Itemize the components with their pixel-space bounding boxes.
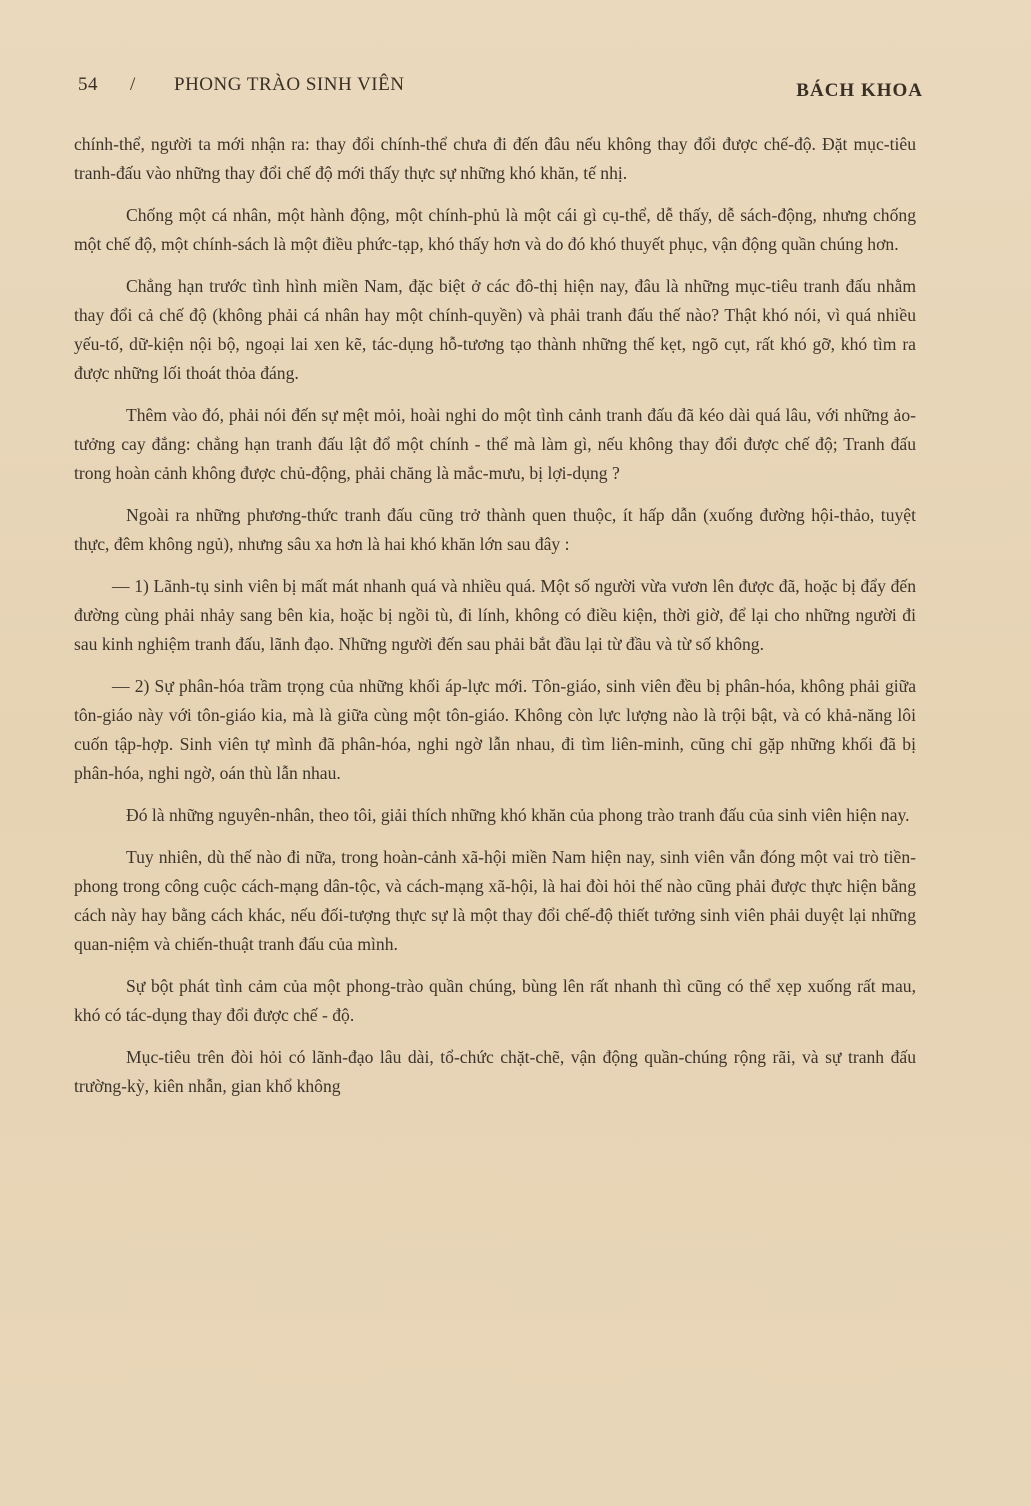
paragraph: Mục-tiêu trên đòi hỏi có lãnh-đạo lâu dài, tổ-chức chặt-chẽ, vận động quần-chúng rộng rãi, và sự tranh đấu trường-kỳ, kiên nhẫn, gian khổ không bbox=[74, 1047, 916, 1096]
paragraph: Chống một cá nhân, một hành động, một chính-phủ là một cái gì cụ-thể, dễ thấy, dễ sách-động, nhưng chống một chế độ, một chính-sách là một điều phức-tạp, khó thấy hơn và do đó khó thuyết phục, vận động quần chúng hơn. bbox=[74, 205, 916, 254]
paragraph: Tuy nhiên, dù thế nào đi nữa, trong hoàn-cảnh xã-hội miền Nam hiện nay, sinh viên vẫn đóng một vai trò tiền-phong trong công cuộc cách-mạng dân-tộc, và cách-mạng xã-hội, là hai đòi hỏi thế nào cũng phải được thực hiện bằng cách này hay bằng cách khác, nếu đối-tượng thực sự là một thay đổi chế-độ thiết tưởng sinh viên phải duyệt lại những quan-niệm và chiến-thuật tranh đấu của mình. bbox=[74, 847, 916, 954]
list-item-paragraph: — 1) Lãnh-tụ sinh viên bị mất mát nhanh quá và nhiều quá. Một số người vừa vươn lên được đã, hoặc bị đẩy đến đường cùng phải nhảy sang bên kia, hoặc bị ngồi tù, đi lính, không có điều kiện, thời giờ, để lại cho những người đi sau kinh nghiệm tranh đấu, lãnh đạo. Những người đến sau phải bắt đầu lại từ đầu và từ số không. bbox=[74, 576, 916, 654]
paragraph: Chẳng hạn trước tình hình miền Nam, đặc biệt ở các đô-thị hiện nay, đâu là những mục-tiêu tranh đấu nhằm thay đổi cả chế độ (không phải cá nhân hay một chính-quyền) và phải tranh đấu thế nào? Thật khó nói, vì quá nhiều yếu-tố, dữ-kiện nội bộ, ngoại lai xen kẽ, tác-dụng hỗ-tương tạo thành những thế kẹt, ngõ cụt, rất khó gỡ, khó tìm ra được những lối thoát thỏa đáng. bbox=[74, 276, 916, 383]
header-separator: / bbox=[130, 74, 136, 95]
paragraph: chính-thể, người ta mới nhận ra: thay đổi chính-thể chưa đi đến đâu nếu không thay đổi được chế-độ. Đặt mục-tiêu tranh-đấu vào những thay đổi chế độ mới thấy thực sự những khó khăn, tế nhị. bbox=[74, 134, 916, 183]
running-header bbox=[78, 74, 923, 104]
list-item-paragraph: — 2) Sự phân-hóa trầm trọng của những khối áp-lực mới. Tôn-giáo, sinh viên đều bị phân-hóa, không phải giữa tôn-giáo này với tôn-giáo kia, mà là giữa cùng một tôn-giáo. Không còn lực lượng nào là trội bật, và có khả-năng lôi cuốn tập-hợp. Sinh viên tự mình đã phân-hóa, nghi ngờ lẫn nhau, đi tìm liên-minh, cũng chỉ gặp những khối đã bị phân-hóa, nghi ngờ, oán thù lẫn nhau. bbox=[74, 676, 916, 783]
section-title: PHONG TRÀO SINH VIÊN bbox=[174, 74, 405, 95]
article-body bbox=[74, 130, 916, 1114]
paragraph: Đó là những nguyên-nhân, theo tôi, giải thích những khó khăn của phong trào tranh đấu của sinh viên hiện nay. bbox=[126, 805, 910, 825]
page-number: 54 bbox=[78, 74, 98, 95]
paragraph: Ngoài ra những phương-thức tranh đấu cũng trở thành quen thuộc, ít hấp dẫn (xuống đường hội-thảo, tuyệt thực, đêm không ngủ), nhưng sâu xa hơn là hai khó khăn lớn sau đây : bbox=[74, 505, 916, 554]
magazine-name: BÁCH KHOA bbox=[796, 80, 923, 101]
paragraph: Sự bột phát tình cảm của một phong-trào quần chúng, bùng lên rất nhanh thì cũng có thể xẹp xuống rất mau, khó có tác-dụng thay đổi được chế - độ. bbox=[74, 976, 916, 1025]
paragraph: Thêm vào đó, phải nói đến sự mệt mỏi, hoài nghi do một tình cảnh tranh đấu đã kéo dài quá lâu, với những ảo-tưởng cay đắng: chẳng hạn tranh đấu lật đổ một chính - thể mà làm gì, nếu không thay đổi được chế độ; Tranh đấu trong hoàn cảnh không được chủ-động, phải chăng là mắc-mưu, bị lợi-dụng ? bbox=[74, 405, 916, 483]
